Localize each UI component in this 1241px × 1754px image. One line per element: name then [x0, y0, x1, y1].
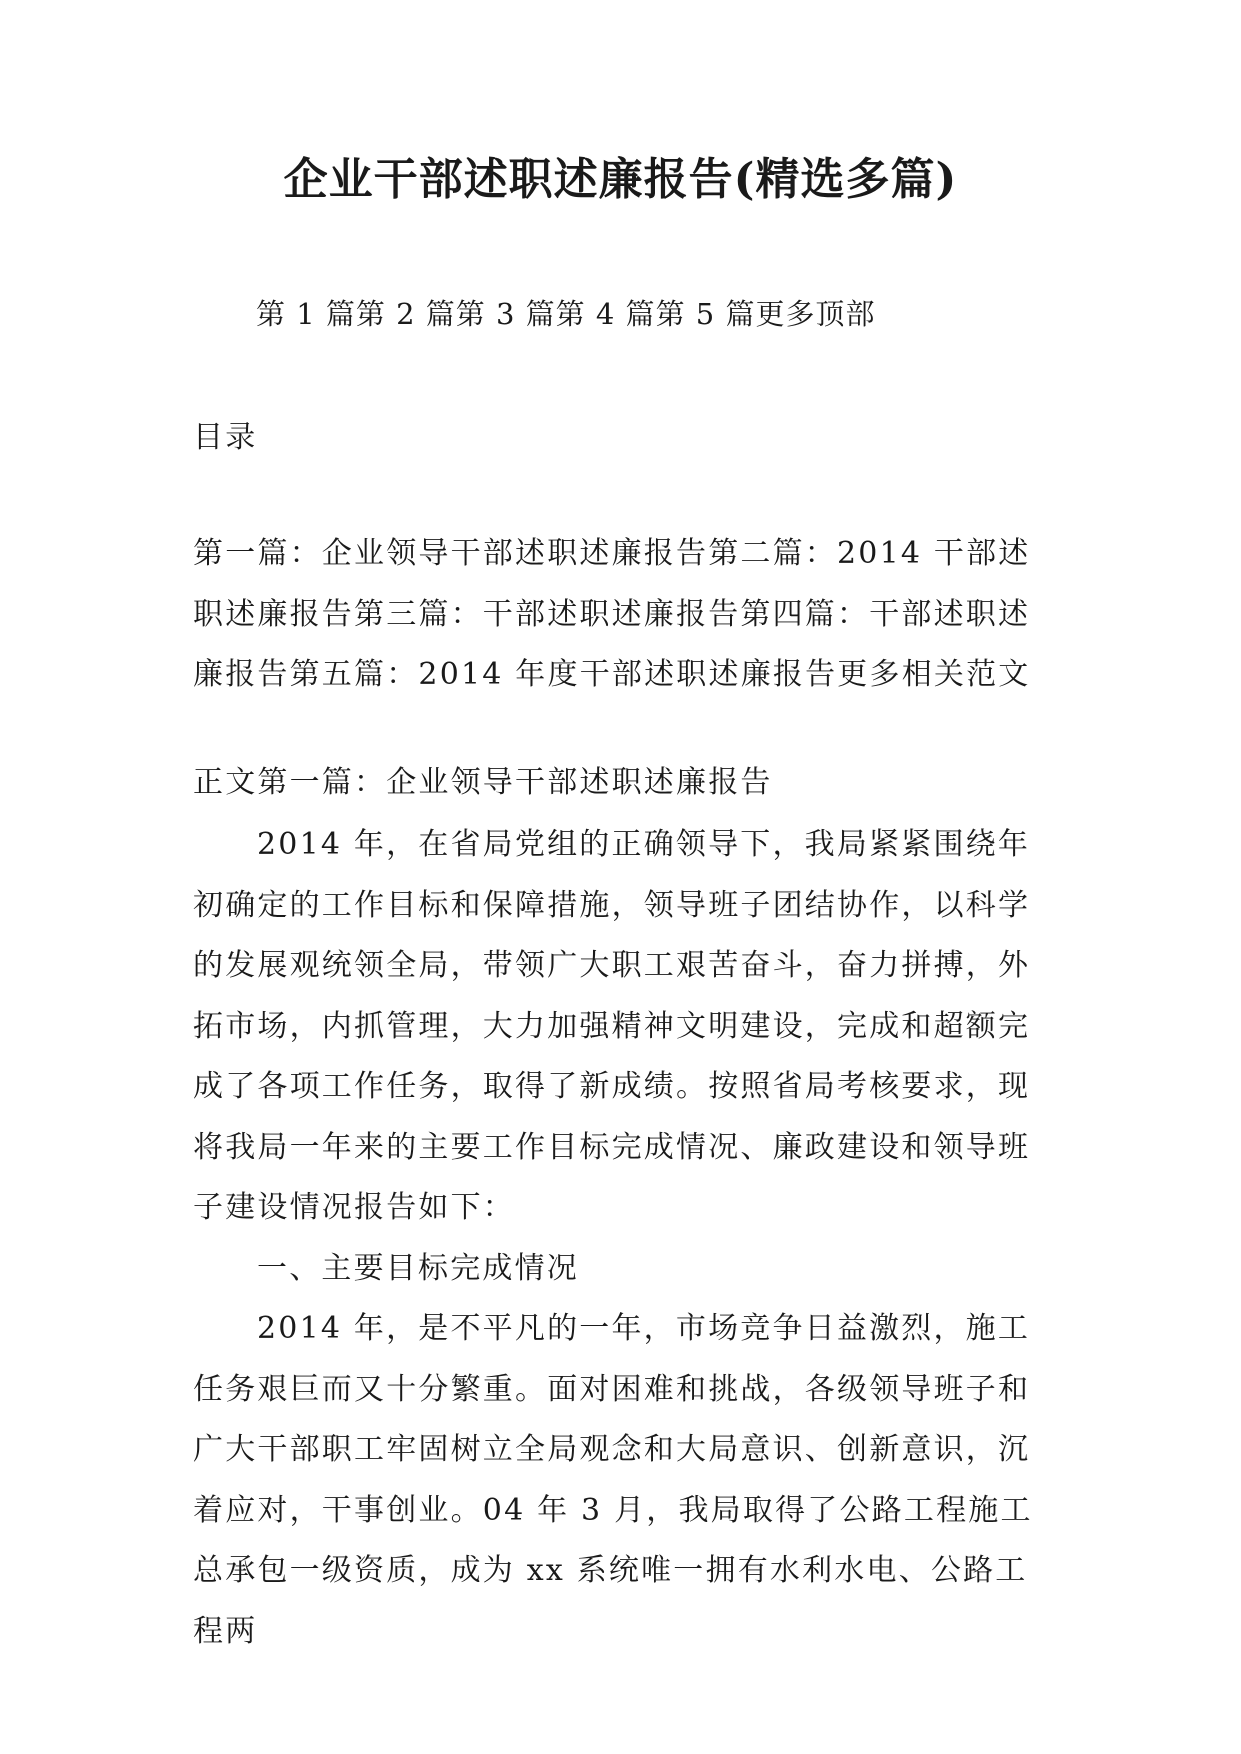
body-paragraph: 2014 年，是不平凡的一年，市场竞争日益激烈，施工任务艰巨而又十分繁重。面对困难和挑战，各级领导班子和广大干部职工牢固树立全局观念和大局意识、创新意识，沉着应对，干事创业。04 年 3 月，我局取得了公路工程施工总承包一级资质，成为 xx 系统唯一拥有水利水电、公路工程两 — [193, 1311, 1033, 1649]
table-of-contents — [193, 524, 1049, 706]
toc-item-chapter-2[interactable]: 第二篇：2014 干部述职述廉报告 — [193, 536, 1031, 632]
nav-link-chapter-1[interactable]: 第 1 篇 — [256, 297, 356, 331]
nav-link-chapter-2[interactable]: 第 2 篇 — [355, 297, 456, 331]
toc-item-chapter-4[interactable]: 第四篇：干部述职述廉报告 — [193, 596, 1031, 692]
toc-item-chapter-1[interactable]: 第一篇：企业领导干部述职述廉报告 — [193, 536, 709, 571]
section-heading: 一、主要目标完成情况 — [257, 1250, 579, 1286]
main-heading — [193, 753, 1049, 814]
nav-link-chapter-5[interactable]: 第 5 篇 — [655, 297, 756, 331]
document-title: 企业干部述职述廉报告(精选多篇) — [283, 154, 958, 205]
nav-link-more[interactable]: 更多 — [755, 297, 816, 331]
toc-item-more[interactable]: 更多相关范文 — [837, 657, 1031, 692]
toc-item-chapter-3[interactable]: 第三篇：干部述职述廉报告 — [354, 596, 741, 632]
chapter-nav — [256, 292, 875, 336]
nav-link-chapter-3[interactable]: 第 3 篇 — [455, 297, 556, 331]
toc-item-chapter-5[interactable]: 第五篇：2014 年度干部述职述廉报告 — [289, 657, 838, 692]
toc-heading: 目录 — [193, 420, 258, 455]
main-heading-title: 第一篇：企业领导干部述职述廉报告 — [257, 765, 773, 800]
body-content — [193, 815, 1049, 1662]
body-paragraph: 2014 年，在省局党组的正确领导下，我局紧紧围绕年初确定的工作目标和保障措施，领导班子团结协作，以科学的发展观统领全局，带领广大职工艰苦奋斗，奋力拼搏，外拓市场，内抓管理，大力加强精神文明建设，完成和超额完成了各项工作任务，取得了新成绩。按照省局考核要求，现将我局一年来的主要工作目标完成情况、廉政建设和领导班子建设情况报告如下： — [193, 827, 1031, 1225]
main-heading-prefix: 正文 — [193, 765, 258, 800]
nav-link-top[interactable]: 顶部 — [815, 297, 876, 331]
nav-link-chapter-4[interactable]: 第 4 篇 — [555, 297, 656, 331]
